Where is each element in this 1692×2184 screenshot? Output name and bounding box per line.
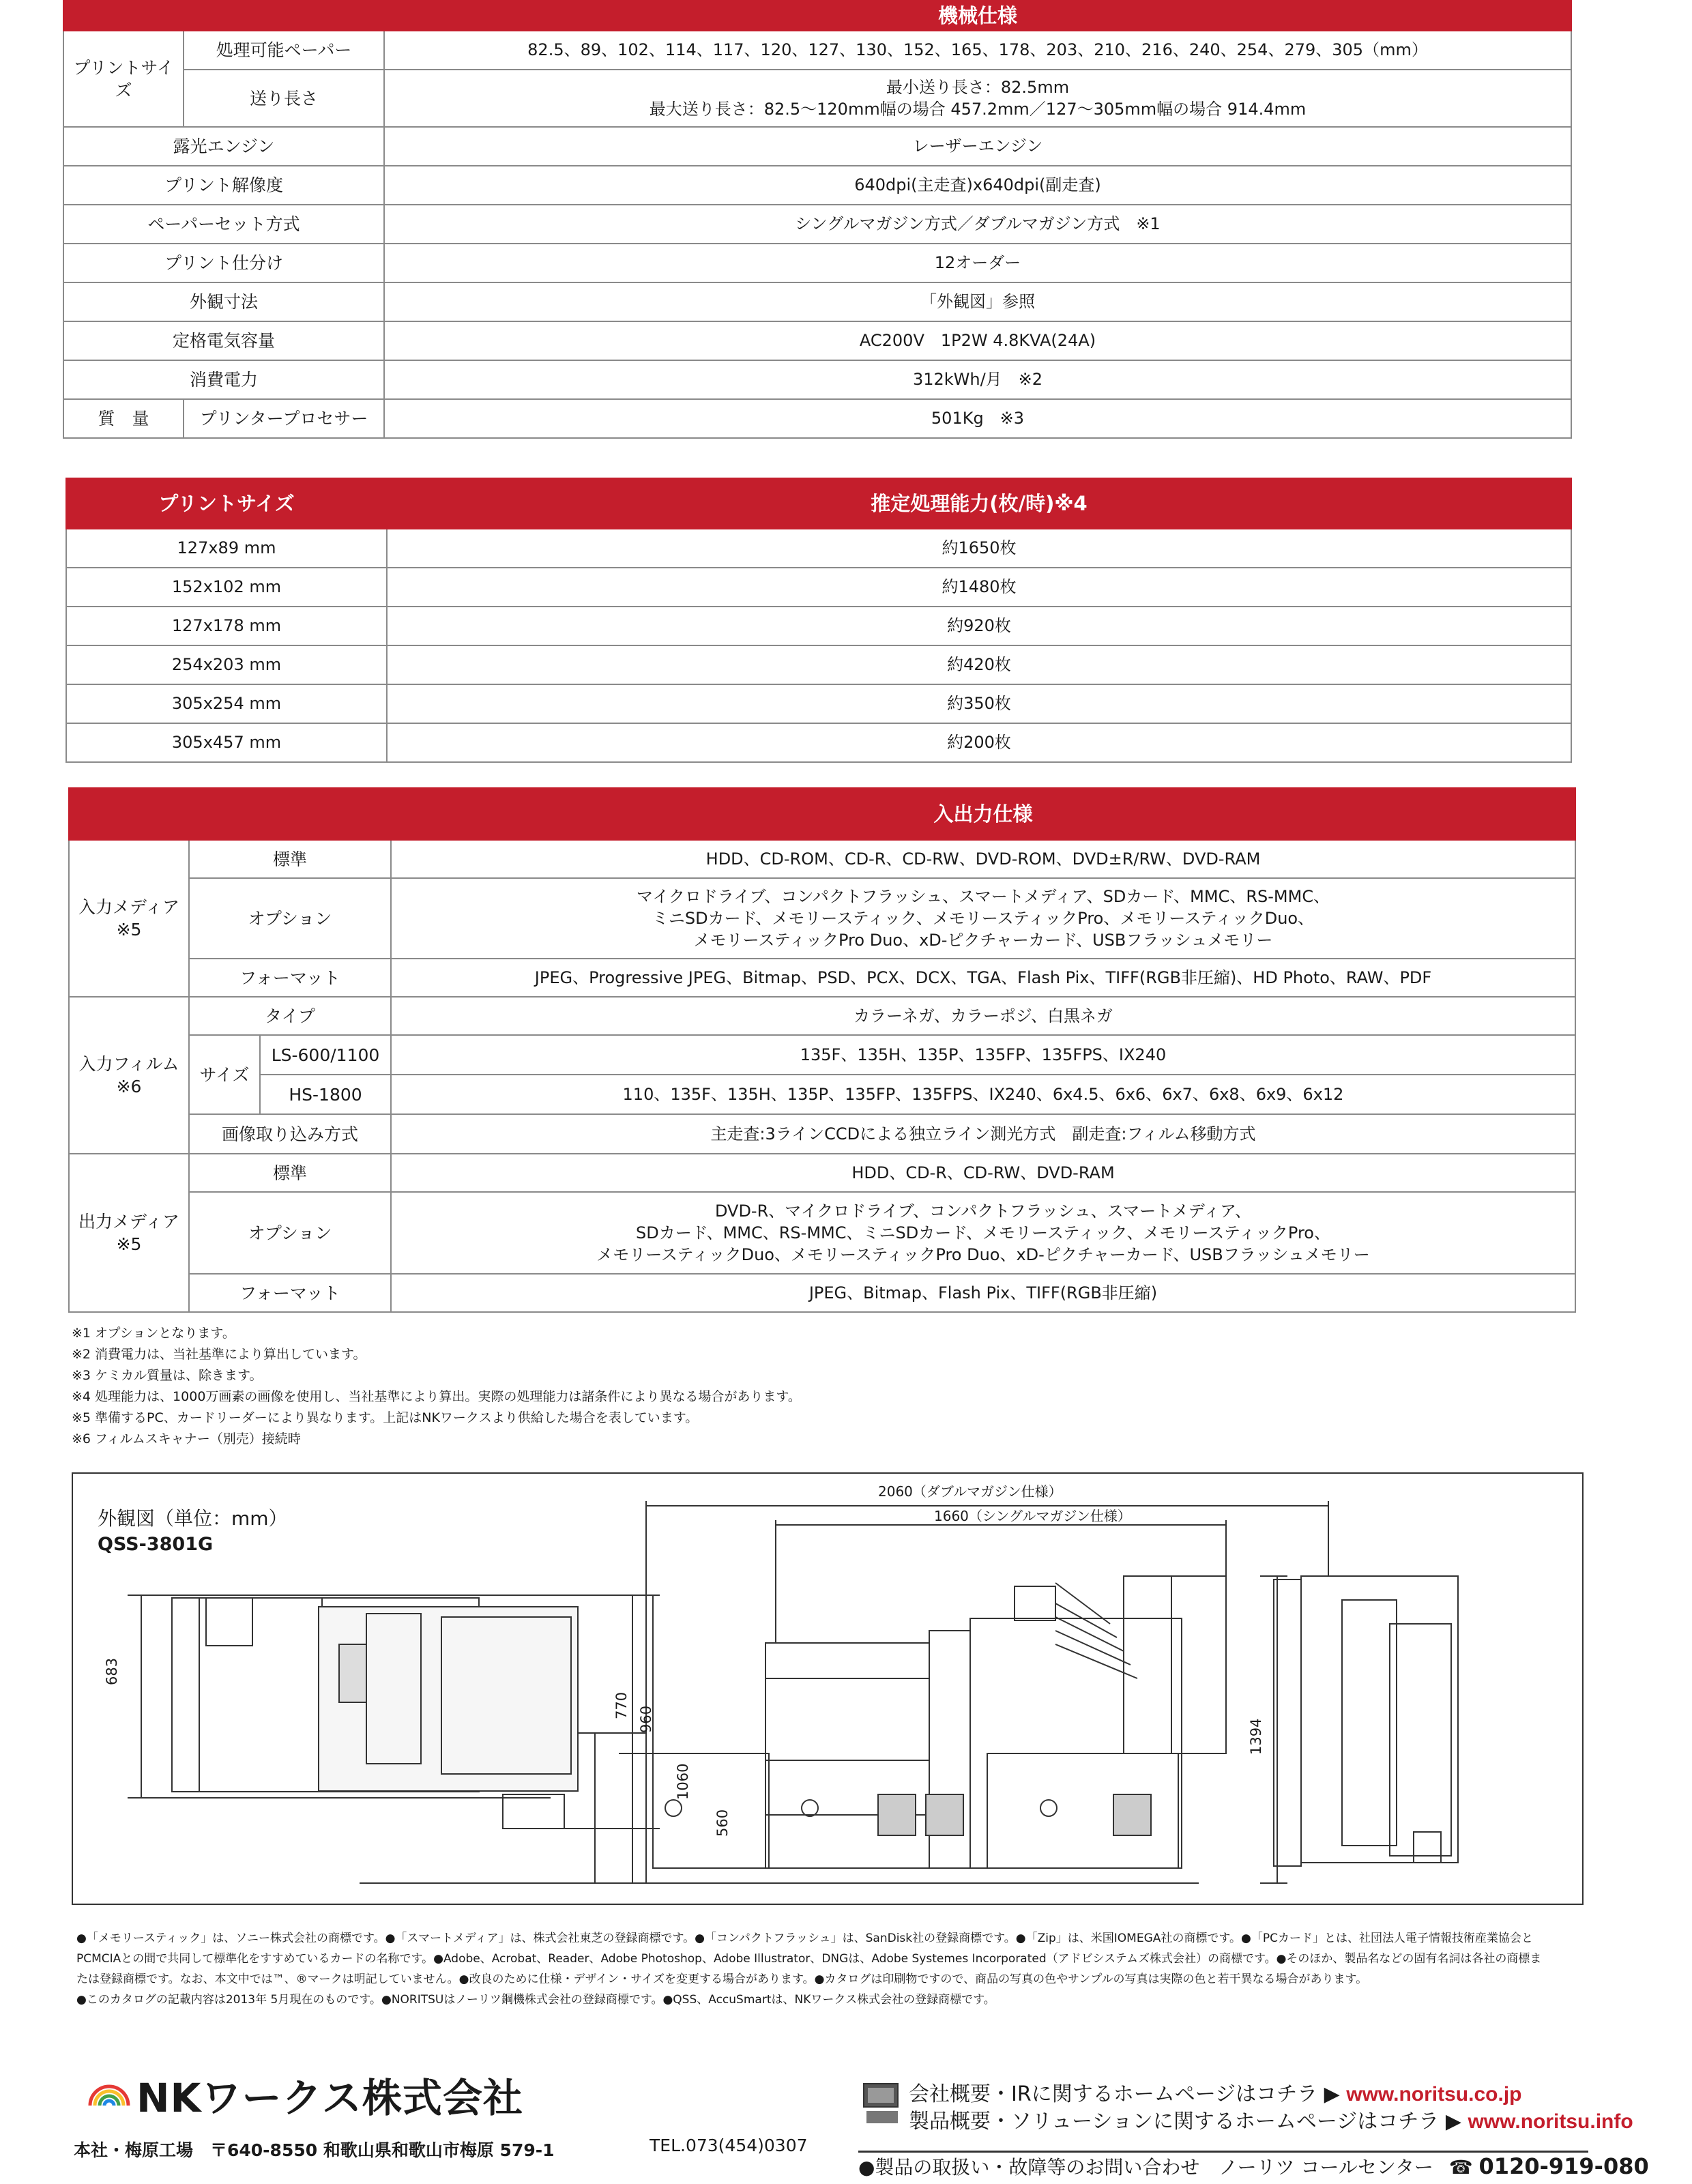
row-sublabel: LS-600/1100	[260, 1035, 391, 1075]
exterior-diagram	[72, 1472, 1584, 1905]
dim-1060: 1060	[675, 1763, 691, 1800]
capacity-value: 約420枚	[387, 645, 1571, 684]
row-value: HDD、CD-ROM、CD-R、CD-RW、DVD-ROM、DVD±R/RW、DVD-RAM	[391, 840, 1575, 878]
call-center-label: ●製品の取扱い・故障等のお問い合わせ ノーリツ コールセンター	[858, 2156, 1433, 2179]
footnote: ※6 フィルムスキャナー（別売）接続時	[72, 1431, 301, 1446]
capacity-size: 305x254 mm	[66, 684, 387, 723]
row-label: プリント仕分け	[63, 244, 384, 282]
row-label: オプション	[189, 878, 391, 959]
footnote: ※1 オプションとなります。	[72, 1326, 235, 1341]
header-blank	[63, 1, 384, 31]
dim-770: 770	[613, 1691, 630, 1719]
dim-1394: 1394	[1248, 1718, 1264, 1755]
row-label: 外観寸法	[63, 282, 384, 321]
footnote: ※4 処理能力は、1000万画素の画像を使用し、当社基準により算出。実際の処理能力は諸条件により異なる場合があります。	[72, 1389, 801, 1404]
footnotes	[72, 1323, 801, 1450]
capacity-size: 254x203 mm	[66, 645, 387, 684]
row-label: 露光エンジン	[63, 127, 384, 166]
footnote: ※2 消費電力は、当社基準により算出しています。	[72, 1347, 366, 1362]
rainbow-logo-icon	[87, 2080, 131, 2107]
dim-960: 960	[638, 1705, 654, 1733]
row-label: ペーパーセット方式	[63, 205, 384, 244]
header-blank	[69, 788, 391, 840]
capacity-value: 約1650枚	[387, 529, 1571, 568]
row-label: フォーマット	[189, 959, 391, 997]
row-value: 312kWh/月 ※2	[384, 360, 1571, 399]
capacity-col-value: 推定処理能力(枚/時)※4	[387, 478, 1571, 529]
group-input-media: 入力メディア ※5	[69, 840, 189, 997]
computer-icon	[861, 2081, 902, 2129]
row-label: フォーマット	[189, 1274, 391, 1312]
row-label: 標準	[189, 1154, 391, 1192]
row-label: 定格電気容量	[63, 321, 384, 360]
capacity-table	[65, 478, 1572, 763]
call-center-bar	[858, 2151, 1649, 2184]
group-output-media: 出力メディア ※5	[69, 1154, 189, 1312]
dim-2060: 2060（ダブルマガジン仕様）	[878, 1483, 1062, 1500]
dim-560: 560	[714, 1809, 731, 1837]
web-link-products[interactable]: 製品概要・ソリューションに関するホームページはコチラ ▶ www.noritsu.info	[909, 2110, 1633, 2134]
row-value: AC200V 1P2W 4.8KVA(24A)	[384, 321, 1571, 360]
row-value: カラーネガ、カラーポジ、白黒ネガ	[391, 997, 1575, 1035]
capacity-value: 約1480枚	[387, 568, 1571, 607]
row-value: 82.5、89、102、114、117、120、127、130、152、165、178、203、210、216、240、254、279、305（mm）	[384, 31, 1571, 70]
dim-683: 683	[104, 1657, 120, 1685]
capacity-value: 約350枚	[387, 684, 1571, 723]
capacity-col-size: プリントサイズ	[66, 478, 387, 529]
capacity-size: 305x457 mm	[66, 723, 387, 762]
io-spec-table	[68, 787, 1576, 1313]
company-address: 本社・梅原工場 〒640-8550 和歌山県和歌山市梅原 579-1	[74, 2140, 555, 2160]
row-label: 処理可能ペーパー	[184, 31, 384, 70]
spec-title: 機械仕様	[384, 1, 1571, 31]
row-label: プリント解像度	[63, 166, 384, 205]
row-label: タイプ	[189, 997, 391, 1035]
group-mass: 質 量	[63, 399, 184, 438]
row-value: レーザーエンジン	[384, 127, 1571, 166]
company-tel: TEL.073(454)0307	[650, 2136, 808, 2155]
row-value: 「外観図」参照	[384, 282, 1571, 321]
capacity-value: 約920枚	[387, 607, 1571, 645]
row-label: 消費電力	[63, 360, 384, 399]
trademark-disclaimer: ●「メモリースティック」は、ソニー株式会社の商標です。●「スマートメディア」は、株式会社東芝の登録商標です。●「コンパクトフラッシュ」は、SanDisk社の登録商標です。●「Zip」は、米国IOMEGA社の商標です。●「PCカード」とは、社団法人電子情報技術産業協会と PCMCIAとの間で共同して標準化をすすめているカードの名称です。●Adobe、Acrobat、Reader、Adobe Photoshop、Adobe Illustrator、DNGは、Adobe Systemes Incorporated（アドビシステムズ株式会社）の商標です。●そのほか、製品名などの固有名詞は各社の商標ま たは登録商標です。なお、本文中では™、®マークは明記していません。●改良のために仕様・デザイン・サイズを変更する場合があります。●カタログは印刷物ですので、商品の写真の色やサンプルの写真は実際の色と若干異なる場合があります。 ●このカタログの記載内容は2013年 5月現在のものです。●NORITSUはノーリツ鋼機株式会社の登録商標です。●QSS、AccuSmartは、NKワークス株式会社の登録商標です。	[76, 1932, 1542, 2007]
io-title: 入出力仕様	[391, 788, 1575, 840]
capacity-value: 約200枚	[387, 723, 1571, 762]
row-label: 画像取り込み方式	[189, 1114, 391, 1154]
group-input-film: 入力フィルム ※6	[69, 997, 189, 1154]
row-value: マイクロドライブ、コンパクトフラッシュ、スマートメディア、SDカード、MMC、RS-MMC、 ミニSDカード、メモリースティック、メモリースティックPro、メモリースティックDuo、 メモリースティックPro Duo、xD-ピクチャーカード、USBフラッシュメモリー	[391, 878, 1575, 959]
row-value: DVD-R、マイクロドライブ、コンパクトフラッシュ、スマートメディア、 SDカード、MMC、RS-MMC、ミニSDカード、メモリースティック、メモリースティックPro、 メモリースティックDuo、メモリースティックPro Duo、xD-ピクチャーカード、USBフラッシュメモリー	[391, 1192, 1575, 1274]
machine-spec-table	[63, 0, 1572, 439]
row-value: 最小送り長さ：82.5mm 最大送り長さ：82.5～120mm幅の場合 457.2mm／127～305mm幅の場合 914.4mm	[384, 70, 1571, 127]
row-label: オプション	[189, 1192, 391, 1274]
capacity-size: 127x178 mm	[66, 607, 387, 645]
row-label: 送り長さ	[184, 70, 384, 127]
footnote: ※3 ケミカル質量は、除きます。	[72, 1368, 263, 1383]
free-dial-icon: ☎	[1448, 2156, 1473, 2179]
capacity-size: 152x102 mm	[66, 568, 387, 607]
row-value: 501Kg ※3	[384, 399, 1571, 438]
row-value: 主走査:3ラインCCDによる独立ライン測光方式 副走査:フィルム移動方式	[391, 1114, 1575, 1154]
row-label: 標準	[189, 840, 391, 878]
group-print-size: プリントサイズ	[63, 31, 184, 127]
row-value: シングルマガジン方式／ダブルマガジン方式 ※1	[384, 205, 1571, 244]
diagram-model: QSS-3801G	[98, 1534, 214, 1555]
row-label: プリンタープロセサー	[184, 399, 384, 438]
row-value: HDD、CD-R、CD-RW、DVD-RAM	[391, 1154, 1575, 1192]
machine-drawing	[73, 1474, 1579, 1901]
footnote: ※5 準備するPC、カードリーダーにより異なります。上記はNKワークスより供給した場合を表しています。	[72, 1410, 699, 1425]
row-value: 12オーダー	[384, 244, 1571, 282]
row-label: サイズ	[189, 1035, 260, 1114]
row-value: JPEG、Bitmap、Flash Pix、TIFF(RGB非圧縮)	[391, 1274, 1575, 1312]
company-name: NKワークス株式会社	[136, 2075, 523, 2121]
dim-1660: 1660（シングルマガジン仕様）	[934, 1508, 1131, 1524]
row-sublabel: HS-1800	[260, 1075, 391, 1114]
row-value: 110、135F、135H、135P、135FP、135FPS、IX240、6x4.5、6x6、6x7、6x8、6x9、6x12	[391, 1075, 1575, 1114]
web-link-corporate[interactable]: 会社概要・IRに関するホームページはコチラ ▶ www.noritsu.co.jp	[909, 2082, 1522, 2106]
call-center-number[interactable]: 0120-919-080	[1478, 2153, 1649, 2179]
diagram-title: 外観図（単位：mm）	[98, 1507, 288, 1530]
row-value: JPEG、Progressive JPEG、Bitmap、PSD、PCX、DCX、TGA、Flash Pix、TIFF(RGB非圧縮)、HD Photo、RAW、PDF	[391, 959, 1575, 997]
capacity-size: 127x89 mm	[66, 529, 387, 568]
row-value: 640dpi(主走査)x640dpi(副走査)	[384, 166, 1571, 205]
row-value: 135F、135H、135P、135FP、135FPS、IX240	[391, 1035, 1575, 1075]
